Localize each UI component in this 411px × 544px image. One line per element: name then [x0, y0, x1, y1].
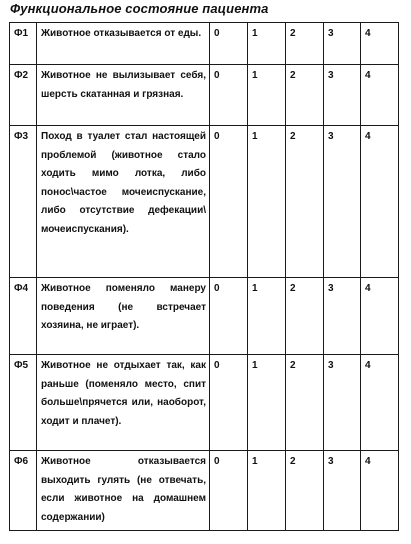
score-cell-2: 2: [286, 65, 324, 126]
score-cell-2: 2: [286, 451, 324, 531]
score-cell-1: 1: [248, 23, 286, 65]
row-code: Ф1: [10, 23, 37, 65]
score-cell-4: 4: [361, 65, 399, 126]
score-cell-0: 0: [210, 355, 248, 451]
score-cell-1: 1: [248, 451, 286, 531]
score-cell-4: 4: [361, 278, 399, 355]
row-code: Ф2: [10, 65, 37, 126]
document-title: Функциональное состояние пациента: [10, 1, 269, 16]
row-code: Ф4: [10, 278, 37, 355]
table-row: [10, 278, 399, 355]
score-cell-0: 0: [210, 65, 248, 126]
score-cell-1: 1: [248, 278, 286, 355]
score-cell-4: 4: [361, 23, 399, 65]
score-cell-1: 1: [248, 355, 286, 451]
row-description: Животное не отдыхает так, как раньше (поменяло место, спит больше\прячется или, наоборот, ходит и плачет).: [37, 355, 210, 451]
row-description: Животное не вылизывает себя, шерсть скатанная и грязная.: [37, 65, 210, 126]
score-cell-3: 3: [324, 355, 361, 451]
score-cell-2: 2: [286, 126, 324, 278]
score-cell-3: 3: [324, 65, 361, 126]
score-cell-4: 4: [361, 451, 399, 531]
row-code: Ф6: [10, 451, 37, 531]
score-cell-0: 0: [210, 451, 248, 531]
table-row: [10, 23, 399, 65]
score-cell-4: 4: [361, 126, 399, 278]
table-row: [10, 451, 399, 531]
score-cell-4: 4: [361, 355, 399, 451]
score-cell-2: 2: [286, 23, 324, 65]
score-cell-3: 3: [324, 278, 361, 355]
row-description: Животное отказывается от еды.: [37, 23, 210, 65]
row-description: Животное поменяло манеру поведения (не встречает хозяина, не играет).: [37, 278, 210, 355]
score-cell-0: 0: [210, 23, 248, 65]
row-code: Ф5: [10, 355, 37, 451]
score-cell-0: 0: [210, 126, 248, 278]
score-cell-0: 0: [210, 278, 248, 355]
table-row: [10, 355, 399, 451]
score-cell-3: 3: [324, 451, 361, 531]
score-cell-1: 1: [248, 126, 286, 278]
score-cell-2: 2: [286, 355, 324, 451]
row-description: Животное отказывается выходить гулять (не отвечать, если животное на домашнем содержании): [37, 451, 210, 531]
row-description: Поход в туалет стал настоящей проблемой (животное стало ходить мимо лотка, либо понос\частое мочеиспускание, либо отсутствие дефекации\ мочеиспускания).: [37, 126, 210, 278]
table-row: [10, 65, 399, 126]
row-code: Ф3: [10, 126, 37, 278]
table-row: [10, 126, 399, 278]
score-cell-1: 1: [248, 65, 286, 126]
score-cell-2: 2: [286, 278, 324, 355]
score-cell-3: 3: [324, 126, 361, 278]
score-cell-3: 3: [324, 23, 361, 65]
functional-state-table: [9, 22, 399, 531]
